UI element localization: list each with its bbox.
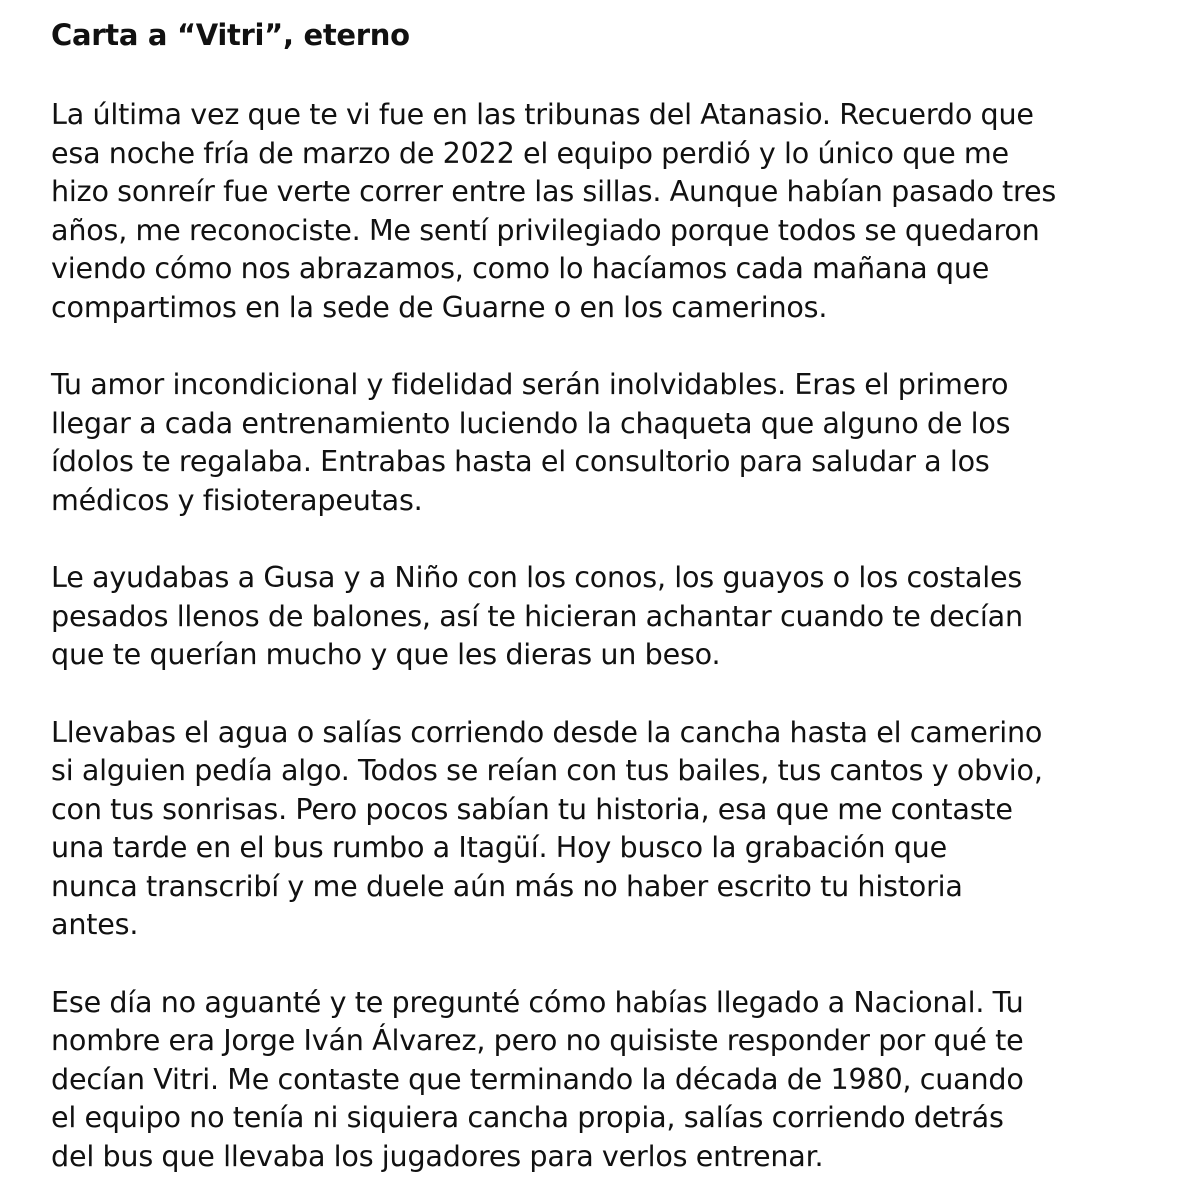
paragraph-line: hizo sonreír fue verte correr entre las sillas. Aunque habían pasado tres — [51, 174, 1057, 209]
paragraph-3 — [51, 558, 1166, 674]
paragraph-line: decían Vitri. Me contaste que terminando la década de 1980, cuando — [51, 1061, 1024, 1096]
paragraph-line: antes. — [51, 907, 139, 942]
letter-title: Carta a “Vitri”, eterno — [51, 18, 410, 52]
paragraph-line: con tus sonrisas. Pero pocos sabían tu historia, esa que me contaste — [51, 791, 1013, 826]
paragraph-line: viendo cómo nos abrazamos, como lo hacíamos cada mañana que — [51, 251, 990, 286]
paragraph-spacer — [51, 327, 1166, 366]
letter — [51, 16, 1166, 1176]
paragraph-line: años, me reconociste. Me sentí privilegiado porque todos se quedaron — [51, 212, 1040, 247]
paragraph-line: Le ayudabas a Gusa y a Niño con los conos, los guayos o los costales — [51, 560, 1023, 595]
paragraph-spacer — [51, 944, 1166, 983]
paragraph-line: ídolos te regalaba. Entrabas hasta el consultorio para saludar a los — [51, 444, 990, 479]
paragraph-line: Tu amor incondicional y fidelidad serán inolvidables. Eras el primero — [51, 367, 1009, 402]
paragraph-line: esa noche fría de marzo de 2022 el equipo perdió y lo único que me — [51, 135, 1009, 170]
paragraph-line: nunca transcribí y me duele aún más no haber escrito tu historia — [51, 868, 963, 903]
paragraph-line: La última vez que te vi fue en las tribunas del Atanasio. Recuerdo que — [51, 97, 1034, 131]
paragraph-line: que te querían mucho y que les dieras un beso. — [51, 637, 721, 672]
paragraph-spacer — [51, 520, 1166, 559]
paragraph-line: una tarde en el bus rumbo a Itagüí. Hoy busco la grabación que — [51, 830, 947, 865]
paragraph-5 — [51, 983, 1166, 1176]
title-spacer — [51, 54, 1166, 95]
paragraph-line: compartimos en la sede de Guarne o en los camerinos. — [51, 289, 828, 324]
paragraph-4 — [51, 713, 1166, 945]
paragraph-line: si alguien pedía algo. Todos se reían con tus bailes, tus cantos y obvio, — [51, 753, 1043, 788]
paragraph-line: nombre era Jorge Iván Álvarez, pero no quisiste responder por qué te — [51, 1023, 1024, 1058]
paragraph-line: el equipo no tenía ni siquiera cancha propia, salías corriendo detrás — [51, 1100, 1004, 1135]
paragraph-line: Ese día no aguanté y te pregunté cómo habías llegado a Nacional. Tu — [51, 984, 1024, 1019]
paragraph-line: médicos y fisioterapeutas. — [51, 482, 423, 517]
paragraph-2 — [51, 365, 1166, 519]
paragraph-spacer — [51, 674, 1166, 713]
paragraph-line: Llevabas el agua o salías corriendo desde la cancha hasta el camerino — [51, 714, 1043, 749]
paragraph-line: del bus que llevaba los jugadores para verlos entrenar. — [51, 1139, 824, 1174]
paragraph-line: llegar a cada entrenamiento luciendo la chaqueta que alguno de los — [51, 405, 1011, 440]
paragraph-1 — [51, 95, 1166, 327]
paragraph-line: pesados llenos de balones, así te hicieran achantar cuando te decían — [51, 598, 1023, 633]
